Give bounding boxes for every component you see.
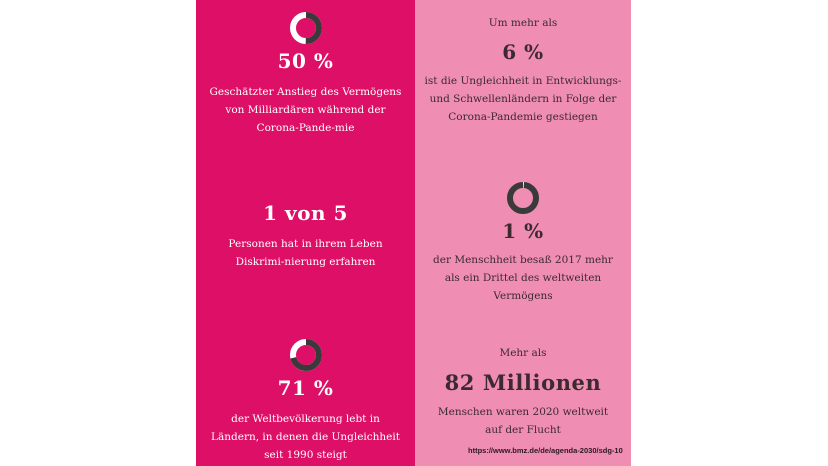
donut-icon-71 bbox=[288, 337, 324, 373]
stat-description: Menschen waren 2020 weltweit auf der Flucht bbox=[437, 406, 609, 436]
stat-description: ist die Ungleichheit in Entwicklungs- und Schwellenländern in Folge der Corona-Pandemie gestiegen bbox=[424, 75, 622, 123]
stat-card-4 bbox=[415, 180, 631, 305]
stat-description: der Weltbevölkerung lebt in Ländern, in denen die Ungleichheit seit 1990 steigt bbox=[211, 413, 400, 461]
stat-card-1 bbox=[196, 10, 415, 137]
donut-icon-50 bbox=[288, 10, 324, 46]
stat-card-3 bbox=[196, 201, 415, 271]
stat-card-5 bbox=[196, 337, 415, 464]
stat-prefix: Mehr als bbox=[499, 347, 547, 359]
stat-card-6 bbox=[415, 344, 631, 439]
donut-icon-1 bbox=[505, 180, 541, 216]
stat-value: 82 Millionen bbox=[444, 370, 602, 395]
source-link[interactable]: https://www.bmz.de/de/agenda-2030/sdg-10 bbox=[468, 446, 623, 455]
stat-value: 6 % bbox=[502, 40, 544, 64]
stat-card-2 bbox=[415, 14, 631, 126]
stat-value: 1 von 5 bbox=[263, 201, 348, 225]
right-panel bbox=[415, 0, 631, 466]
stat-value: 50 % bbox=[277, 49, 334, 73]
stat-value: 1 % bbox=[502, 219, 544, 243]
stat-description: Personen hat in ihrem Leben Diskrimi-nierung erfahren bbox=[228, 238, 383, 268]
stat-value: 71 % bbox=[277, 376, 334, 400]
stat-description: der Menschheit besaß 2017 mehr als ein Drittel des weltweiten Vermögens bbox=[433, 254, 613, 302]
stat-prefix: Um mehr als bbox=[488, 17, 558, 29]
stat-description: Geschätzter Anstieg des Vermögens von Milliardären während der Corona-Pande-mie bbox=[209, 86, 402, 134]
left-panel bbox=[196, 0, 415, 466]
